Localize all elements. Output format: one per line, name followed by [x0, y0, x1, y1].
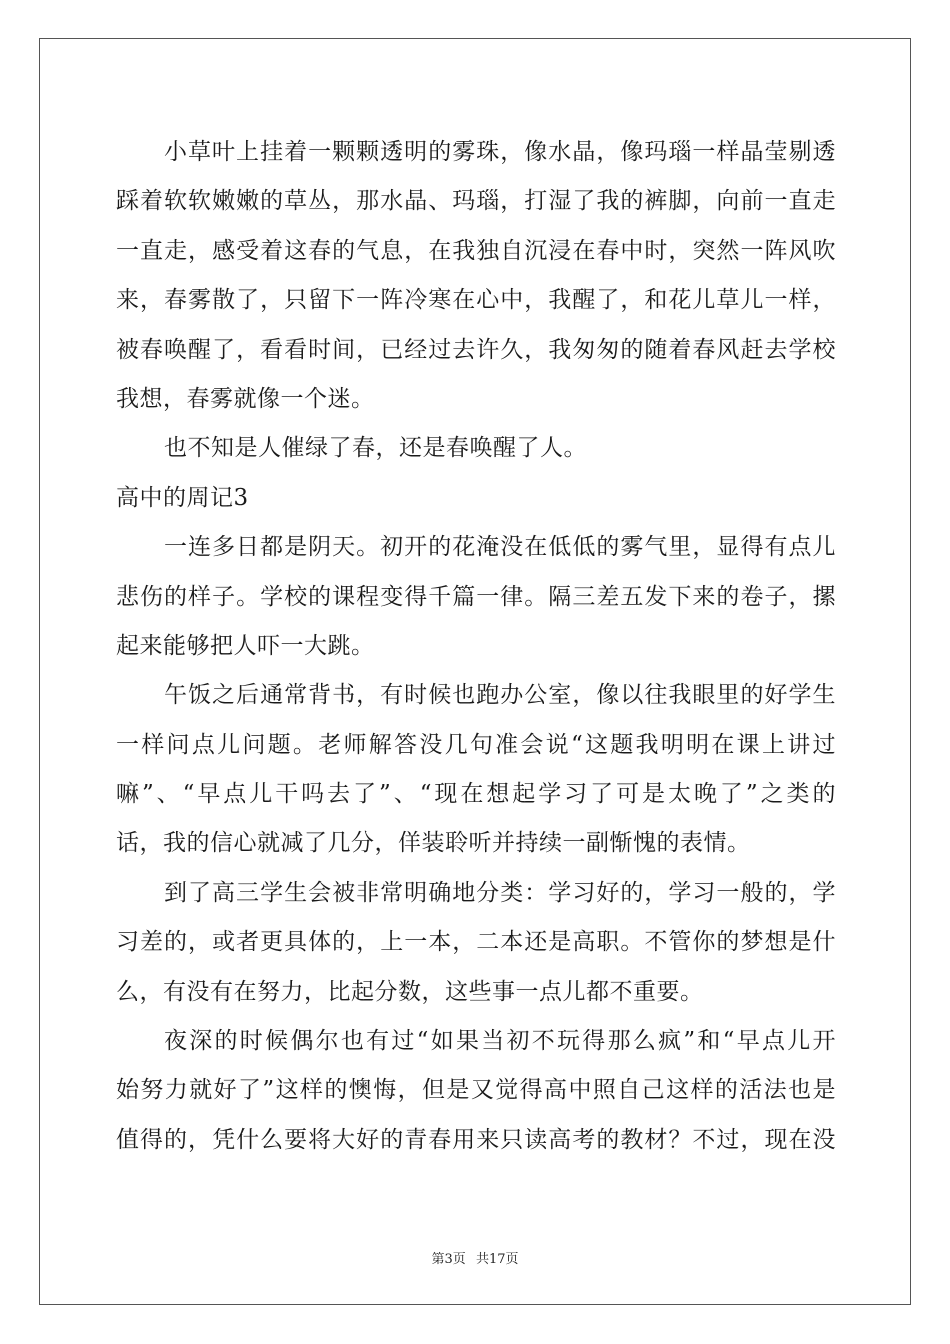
text-line: 一连多日都是阴天。初开的花淹没在低低的雾气里，显得有点儿 [164, 534, 836, 561]
text-line: 午饭之后通常背书，有时候也跑办公室，像以往我眼里的好学生 [164, 682, 836, 709]
text-line: 一样问点儿问题。老师解答没几句准会说“这题我明明在课上讲过 [116, 731, 836, 758]
text-line: 习差的，或者更具体的，上一本，二本还是高职。不管你的梦想是什 [116, 929, 836, 956]
page-number: 第3页 [431, 1252, 466, 1267]
section-heading: 高中的周记3 [116, 484, 249, 511]
total-pages: 共17页 [475, 1252, 519, 1267]
text-line: 也不知是人催绿了春，还是春唤醒了人。 [164, 435, 587, 462]
text-line: 话，我的信心就减了几分，佯装聆听并持续一副惭愧的表情。 [116, 830, 751, 857]
text-line: 夜深的时候偶尔也有过“如果当初不玩得那么疯”和“早点儿开 [164, 1028, 836, 1055]
text-line: 被春唤醒了，看看时间，已经过去许久，我匆匆的随着春风赶去学校 [116, 336, 836, 363]
text-line: 么，有没有在努力，比起分数，这些事一点儿都不重要。 [116, 978, 704, 1005]
text-line: 值得的，凭什么要将大好的青春用来只读高考的教材？不过，现在没 [116, 1126, 836, 1153]
text-line: 始努力就好了”这样的懊悔，但是又觉得高中照自己这样的活法也是 [116, 1077, 836, 1104]
text-line: 我想，春雾就像一个迷。 [116, 385, 375, 412]
text-line: 起来能够把人吓一大跳。 [116, 632, 375, 659]
text-line: 来，春雾散了，只留下一阵冷寒在心中，我醒了，和花儿草儿一样， [116, 287, 836, 314]
text-line: 到了高三学生会被非常明确地分类：学习好的，学习一般的，学 [164, 879, 836, 906]
text-line: 小草叶上挂着一颗颗透明的雾珠，像水晶，像玛瑙一样晶莹剔透 [164, 139, 836, 165]
text-line: 悲伤的样子。学校的课程变得千篇一律。隔三差五发下来的卷子，摞 [116, 583, 836, 610]
text-line: 踩着软软嫩嫩的草丛，那水晶、玛瑙，打湿了我的裤脚，向前一直走 [116, 188, 836, 215]
document-body [116, 128, 836, 1165]
text-line: 一直走，感受着这春的气息，在我独自沉浸在春中时，突然一阵风吹 [116, 237, 836, 264]
text-line: 嘛”、“早点儿干吗去了”、“现在想起学习了可是太晚了”之类的 [116, 781, 836, 808]
page-footer [0, 1248, 950, 1267]
